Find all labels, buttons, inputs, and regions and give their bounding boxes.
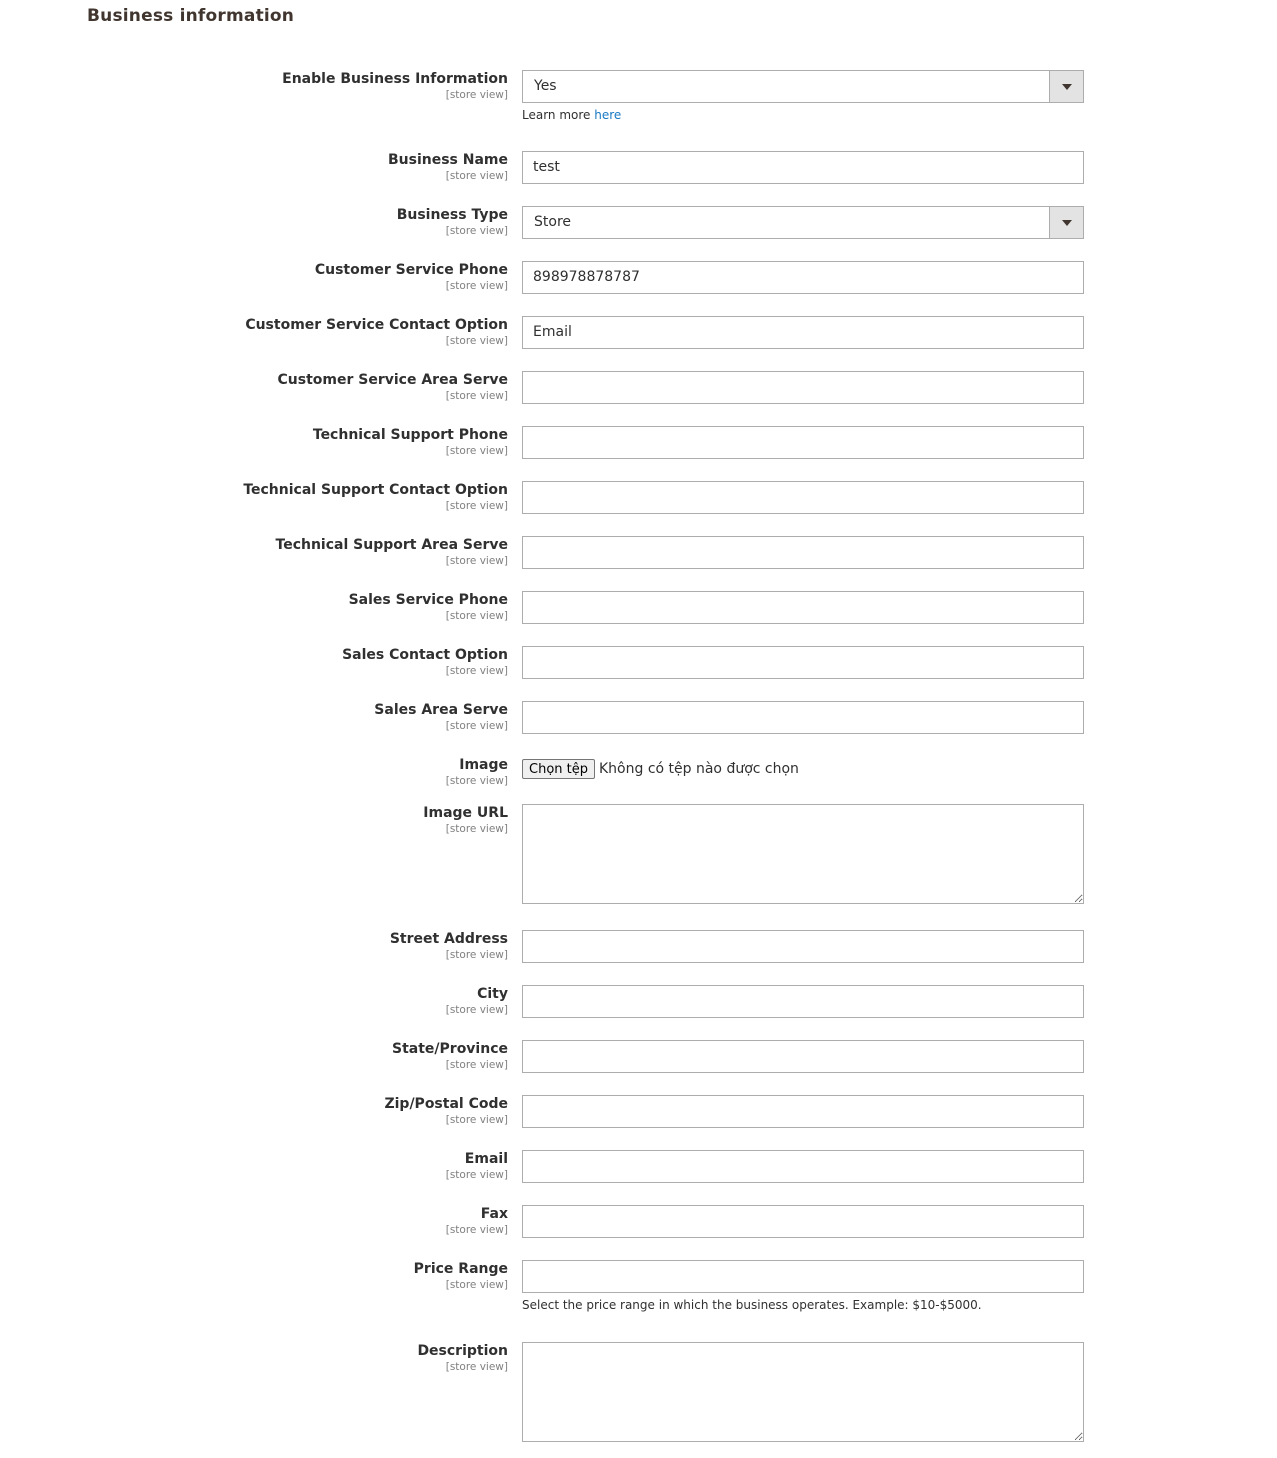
scope-label: [store view] [445,555,508,567]
row-image-url [0,804,1277,838]
select-value: Yes [534,78,557,94]
label-block [208,261,508,292]
fax-input[interactable] [522,1205,1084,1238]
business-name-input[interactable] [522,151,1084,184]
scope-label: [store view] [445,170,508,182]
field-label: Fax [480,1206,508,1222]
zip-postal-code-input[interactable] [522,1095,1084,1128]
scope-label: [store view] [445,445,508,457]
label-block [208,70,508,101]
chevron-down-icon[interactable] [1049,207,1083,238]
row-zip-postal-code [0,1095,1277,1129]
customer-service-contact-option-input[interactable] [522,316,1084,349]
chevron-down-icon[interactable] [1049,71,1083,102]
description-textarea[interactable] [522,1342,1084,1442]
scope-label: [store view] [445,1279,508,1291]
label-block [208,756,508,787]
label-block [208,1095,508,1126]
label-block [208,206,508,237]
row-customer-service-contact-option [0,316,1277,350]
label-block [208,1260,508,1291]
field-label: Description [417,1343,508,1359]
learn-more-link[interactable]: here [594,108,622,122]
file-status-text: Không có tệp nào được chọn [599,761,799,777]
scope-label: [store view] [445,1114,508,1126]
street-address-input[interactable] [522,930,1084,963]
scope-label: [store view] [445,225,508,237]
field-label: Street Address [389,931,508,947]
field-label: Customer Service Phone [314,262,508,278]
image-url-textarea[interactable] [522,804,1084,904]
field-label: Sales Service Phone [348,592,508,608]
scope-label: [store view] [445,775,508,787]
field-label: Email [464,1151,508,1167]
field-label: Customer Service Contact Option [245,317,508,333]
label-block [208,151,508,182]
row-technical-support-contact-option [0,481,1277,515]
field-label: Image [459,757,508,773]
scope-label: [store view] [445,280,508,292]
sales-contact-option-input[interactable] [522,646,1084,679]
label-block [208,701,508,732]
label-block [208,371,508,402]
scope-label: [store view] [445,390,508,402]
row-fax [0,1205,1277,1239]
row-business-type [0,206,1277,240]
row-technical-support-phone [0,426,1277,460]
label-block [208,1040,508,1071]
technical-support-contact-option-input[interactable] [522,481,1084,514]
row-enable-business-information [0,70,1277,122]
row-sales-area-serve [0,701,1277,735]
scope-label: [store view] [445,1004,508,1016]
scope-label: [store view] [445,823,508,835]
row-price-range [0,1260,1277,1312]
field-label: Technical Support Contact Option [243,482,508,498]
customer-service-phone-input[interactable] [522,261,1084,294]
price-range-input[interactable] [522,1260,1084,1293]
field-label: Customer Service Area Serve [277,372,508,388]
row-image [0,756,1277,790]
scope-label: [store view] [445,1361,508,1373]
email-input[interactable] [522,1150,1084,1183]
label-block [208,426,508,457]
row-city [0,985,1277,1019]
scope-label: [store view] [445,949,508,961]
row-customer-service-phone [0,261,1277,295]
enable-business-information-select[interactable] [522,70,1084,103]
row-sales-contact-option [0,646,1277,680]
row-customer-service-area-serve [0,371,1277,405]
row-technical-support-area-serve [0,536,1277,570]
scope-label: [store view] [445,1169,508,1181]
field-label: Enable Business Information [282,71,508,87]
customer-service-area-serve-input[interactable] [522,371,1084,404]
field-label: Price Range [413,1261,508,1277]
label-block [208,591,508,622]
label-block [208,481,508,512]
field-label: Sales Contact Option [342,647,508,663]
select-value: Store [534,214,572,230]
section-title: Business information [87,6,295,26]
scope-label: [store view] [445,335,508,347]
label-block [208,930,508,961]
scope-label: [store view] [445,1059,508,1071]
business-type-select[interactable] [522,206,1084,239]
sales-area-serve-input[interactable] [522,701,1084,734]
label-block [208,646,508,677]
label-block [208,316,508,347]
sales-service-phone-input[interactable] [522,591,1084,624]
scope-label: [store view] [445,610,508,622]
technical-support-phone-input[interactable] [522,426,1084,459]
scope-label: [store view] [445,1224,508,1236]
learn-more-note [522,108,621,122]
field-label: Image URL [423,805,508,821]
field-label: Business Name [387,152,508,168]
field-label: State/Province [392,1041,508,1057]
label-block [208,1150,508,1181]
scope-label: [store view] [445,500,508,512]
field-label: Technical Support Phone [312,427,508,443]
field-label: Zip/Postal Code [384,1096,508,1112]
label-block [208,536,508,567]
label-block [208,804,508,835]
row-email [0,1150,1277,1184]
scope-label: [store view] [445,665,508,677]
row-street-address [0,930,1277,964]
field-label: Technical Support Area Serve [275,537,508,553]
choose-file-button[interactable]: Chọn tệp [522,759,595,779]
field-label: Sales Area Serve [374,702,508,718]
state-province-input[interactable] [522,1040,1084,1073]
row-state-province [0,1040,1277,1074]
learn-more-text: Learn more [522,108,591,122]
label-block [208,985,508,1016]
scope-label: [store view] [445,720,508,732]
row-sales-service-phone [0,591,1277,625]
price-range-note: Select the price range in which the business operates. Example: $10-$5000. [522,1298,982,1312]
label-block [208,1205,508,1236]
field-label: Business Type [396,207,508,223]
field-label: City [477,986,508,1002]
technical-support-area-serve-input[interactable] [522,536,1084,569]
scope-label: [store view] [445,89,508,101]
row-description [0,1342,1277,1376]
city-input[interactable] [522,985,1084,1018]
label-block [208,1342,508,1373]
row-business-name [0,151,1277,185]
